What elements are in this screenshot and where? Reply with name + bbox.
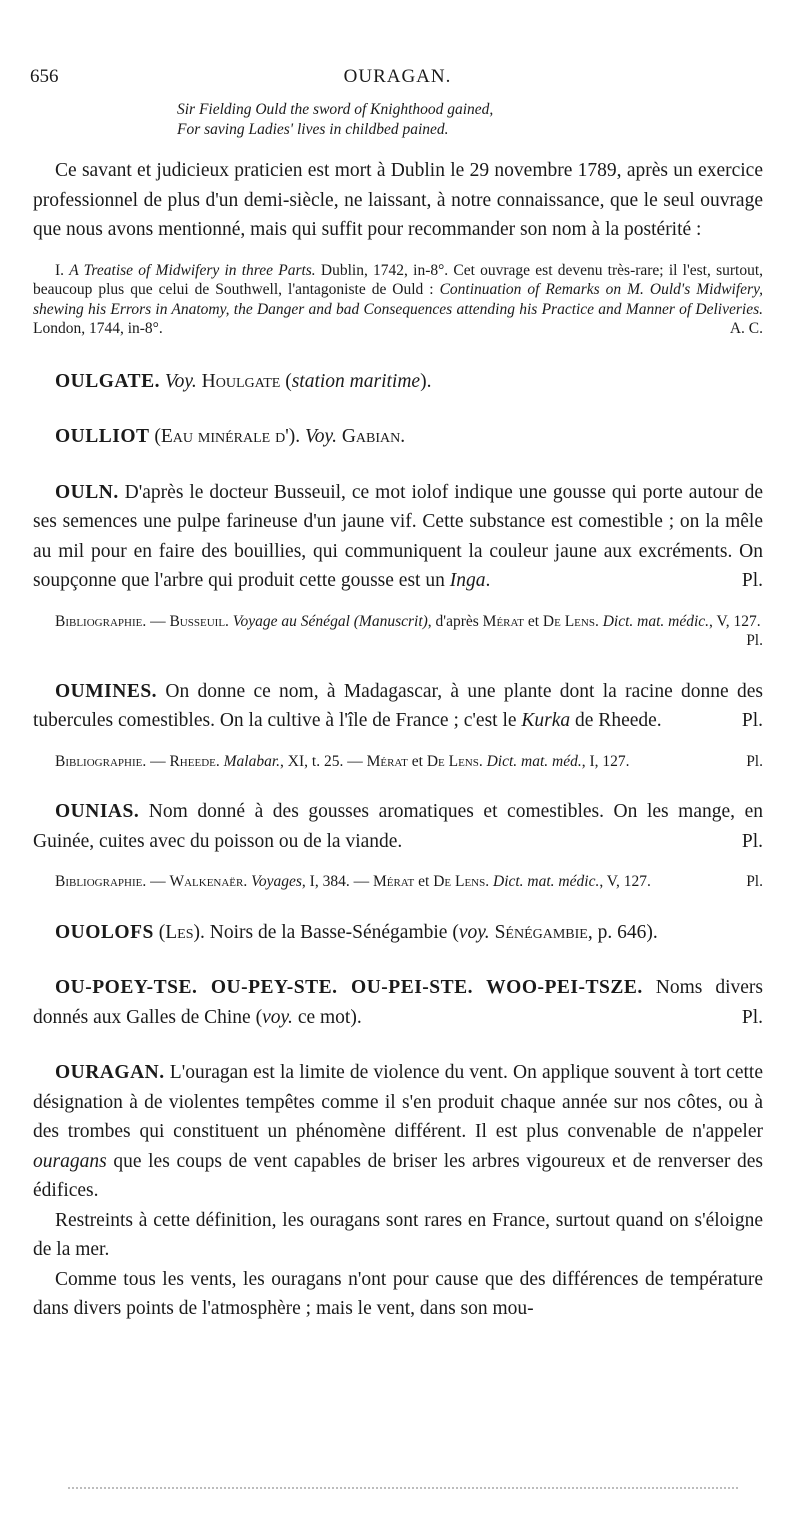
- author-signature: Pl.: [741, 570, 763, 591]
- author-signature: Pl.: [746, 873, 763, 890]
- ouragan-paragraph-3: Comme tous les vents, les ouragans n'ont pour cause que des différences de température dans divers points de l'atmosphère ; mais le vent, dans son mou-: [33, 1268, 763, 1319]
- voy-abbrev: Voy.: [164, 370, 197, 392]
- biblio-text: et: [414, 873, 434, 890]
- biblio-text: , XI, t. 25. —: [280, 752, 367, 770]
- biblio-text: Dublin, 1742, in-8°. Cet ouvrage est devenu très-rare; il l'est, surtout, beaucoup plus que celui de Southwell, l'antagoniste de Ould :: [33, 261, 764, 298]
- cross-reference: Sénégambie: [489, 921, 588, 943]
- entry-headword: OURAGAN.: [55, 1062, 165, 1083]
- entry-ou-poey-tse: [33, 973, 763, 1032]
- entry-text: ce mot).: [292, 1006, 362, 1028]
- biblio-author: Rheede.: [169, 752, 220, 770]
- entry-text: D'après le docteur Busseuil, ce mot iolof indique une gousse qui porte autour de ses semences une pulpe farineuse d'un jaune vif. Cette substance est comestible ; on la mêle au mil pour en faire des bouillies, qui communiquent la couleur jaune aux excréments. On soupçonne que l'arbre qui produit cette gousse est un: [33, 481, 763, 591]
- entry-text: Noms divers donnés aux Galles de Chine (: [33, 977, 763, 1028]
- biblio-label: Bibliographie.: [55, 752, 147, 770]
- epigraph: [33, 100, 763, 140]
- biblio-text: , I, 127.: [581, 752, 630, 770]
- page-content: [33, 100, 763, 1324]
- entry-qualifier: (Les).: [153, 921, 205, 943]
- author-signature: Pl.: [741, 830, 763, 852]
- punctuation: .: [485, 570, 491, 591]
- footer-dotted-rule: [68, 1487, 738, 1489]
- ouragan-paragraph-2: Restreints à cette définition, les ouragans sont rares en France, surtout quand on s'éloigne de la mer.: [33, 1209, 763, 1260]
- page-header: [30, 66, 765, 94]
- author-signature: Pl.: [746, 632, 763, 649]
- biblio-title: Dict. mat. méd.: [486, 752, 582, 770]
- entry-oumines: [33, 677, 763, 736]
- intro-paragraph: Ce savant et judicieux praticien est mort à Dublin le 29 novembre 1789, après un exercice professionnel de plus d'un demi-siècle, ne laissant, à notre connaissance, que le seul ouvrage que nous avons mentionné, mais qui suffit pour recommander son nom à la postérité :: [33, 160, 763, 240]
- entry-text: L'ouragan est la limite de violence du vent. On applique souvent à tort cette désignation à de violentes tempêtes comme il s'en produit chaque année sur nos côtes, ou à des trombes qui constituent un phénomène différent. Il est plus convenable de n'appeler: [33, 1062, 763, 1142]
- biblio-label: Bibliographie.: [55, 612, 147, 630]
- biblio-author: Mérat: [372, 873, 415, 890]
- bibliography-ouln: [33, 612, 763, 651]
- author-signature: Pl.: [741, 1006, 763, 1028]
- biblio-author: De Lens.: [542, 612, 599, 630]
- biblio-text: , d'après: [427, 612, 483, 630]
- cross-reference: Houlgate: [201, 370, 281, 392]
- author-signature: A. C.: [729, 320, 763, 337]
- author-signature: Pl.: [746, 752, 763, 770]
- biblio-author: Mérat: [366, 752, 408, 770]
- biblio-title: Dict. mat. médic.: [493, 873, 600, 890]
- entry-text: Noirs de la Basse-Sénégambie (: [204, 921, 459, 943]
- biblio-title: Voyage au Sénégal (Manuscrit): [232, 612, 428, 630]
- genus-name: Inga: [449, 570, 486, 591]
- biblio-text: , I, 384. —: [301, 873, 373, 890]
- epigraph-line-2: For saving Ladies' lives in childbed pained.: [177, 121, 449, 138]
- entry-headword: OU-POEY-TSE. OU-PEY-STE. OU-PEI-STE. WOO-PEI-TSZE.: [55, 977, 643, 998]
- punctuation: ).: [420, 370, 432, 392]
- entry-oulliot: [33, 422, 763, 452]
- entry-qualifier: (Eau minérale d').: [149, 426, 301, 447]
- voy-abbrev: voy.: [262, 1006, 293, 1028]
- biblio-label: Bibliographie.: [55, 873, 147, 890]
- dash: —: [146, 612, 170, 630]
- biblio-title: Malabar.: [223, 752, 281, 770]
- biblio-text: et: [523, 612, 543, 630]
- biblio-title: A Treatise of Midwifery in three Parts.: [69, 261, 316, 279]
- cross-reference: Gabian.: [341, 426, 406, 447]
- plant-name: Kurka: [521, 710, 571, 731]
- bibliography-ould: [33, 261, 763, 339]
- biblio-author: Walkenaër.: [169, 873, 248, 890]
- entry-headword: OUMINES.: [55, 680, 158, 702]
- station-label: station maritime: [291, 370, 421, 392]
- entry-ounias: [33, 797, 763, 856]
- dash: —: [146, 752, 170, 770]
- biblio-text: et: [407, 752, 427, 770]
- entry-ouragan: [33, 1058, 763, 1324]
- entry-headword: OUNIAS.: [55, 801, 140, 822]
- entry-text: Nom donné à des gousses aromatiques et comestibles. On les mange, en Guinée, cuites avec du poisson ou de la viande.: [33, 801, 763, 852]
- entry-ouolofs: [33, 918, 763, 948]
- running-title: OURAGAN.: [343, 66, 452, 87]
- entry-text: On donne ce nom, à Madagascar, à une plante dont la racine donne des tubercules comestibles. On la cultive à l'île de France ; c'est le: [33, 680, 763, 731]
- punctuation: (: [280, 370, 292, 392]
- biblio-number: I.: [55, 261, 65, 279]
- biblio-author: Mérat: [482, 612, 524, 630]
- entry-headword: OULGATE.: [55, 370, 160, 392]
- biblio-text-2: London, 1744, in-8°.: [33, 320, 163, 337]
- entry-ouln: [33, 478, 763, 596]
- biblio-title-2: Continuation of Remarks on M. Ould's Midwifery, shewing his Errors in Anatomy, the Danger and bad Consequences attending his Practice and Manner of Deliveries.: [33, 281, 763, 318]
- bibliography-ounias: [33, 872, 763, 892]
- dash: —: [146, 873, 170, 890]
- bibliography-oumines: [33, 752, 763, 772]
- biblio-author: De Lens.: [426, 752, 483, 770]
- entry-oulgate: [33, 367, 763, 397]
- ouragan-paragraph-1: [33, 1058, 763, 1206]
- biblio-text: , V, 127.: [709, 612, 761, 630]
- entry-text: que les coups de vent capables de briser les arbres vigoureux et de renverser des édifices.: [33, 1150, 763, 1201]
- entry-text: de Rheede.: [570, 710, 662, 731]
- entry-headword: OULN.: [55, 481, 119, 503]
- biblio-author: De Lens.: [433, 873, 490, 890]
- entry-text: , p. 646).: [587, 921, 658, 943]
- emphasis-ouragans: ouragans: [33, 1150, 107, 1172]
- voy-abbrev: voy.: [458, 921, 490, 943]
- biblio-title: Dict. mat. médic.: [602, 612, 710, 630]
- biblio-author: Busseuil.: [169, 612, 229, 630]
- epigraph-line-1: Sir Fielding Ould the sword of Knighthood gained,: [177, 101, 494, 118]
- page-number: 656: [30, 66, 59, 87]
- biblio-title: Voyages: [251, 873, 302, 890]
- author-signature: Pl.: [741, 710, 763, 731]
- entry-headword: OUOLOFS: [55, 921, 154, 943]
- biblio-text: , V, 127.: [599, 873, 651, 890]
- entry-headword: OULLIOT: [55, 426, 150, 447]
- voy-abbrev: Voy.: [304, 426, 337, 447]
